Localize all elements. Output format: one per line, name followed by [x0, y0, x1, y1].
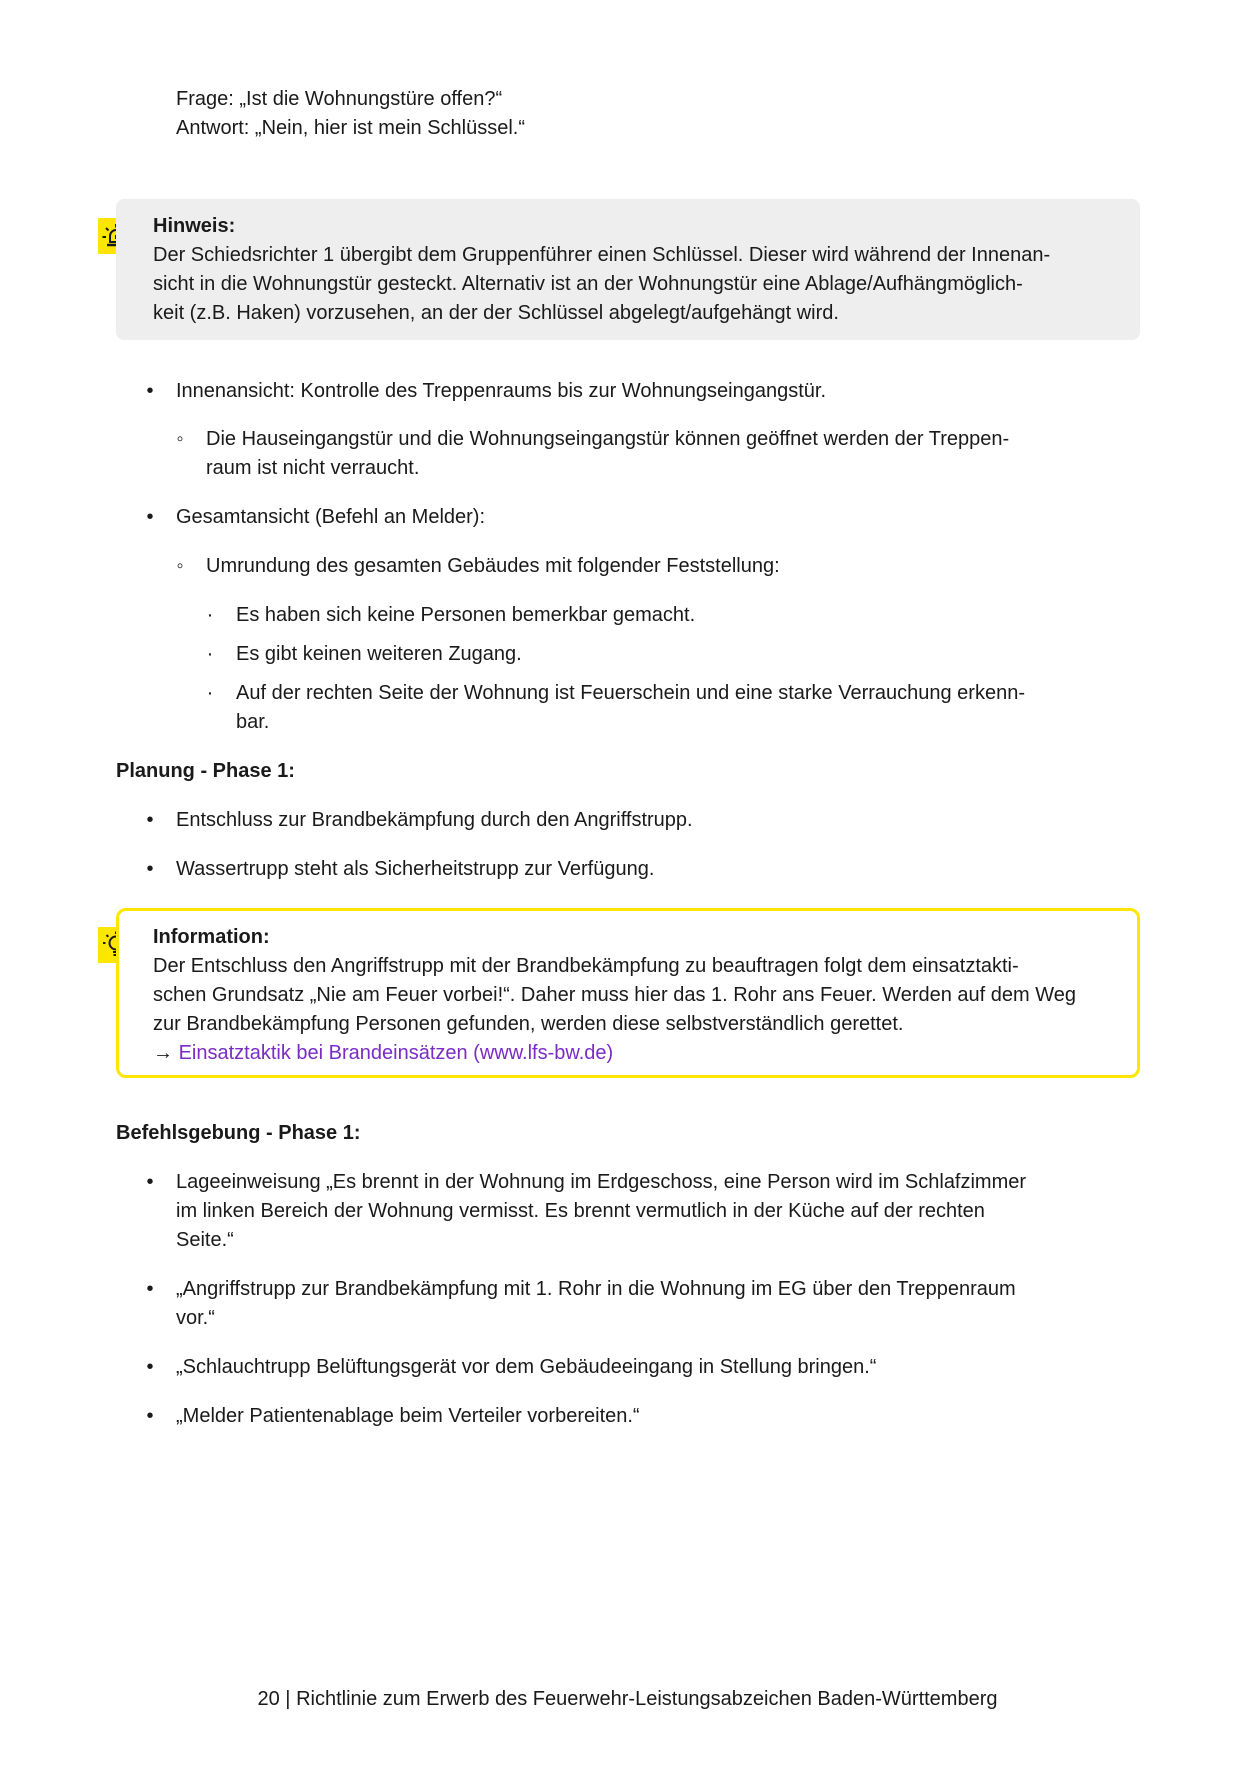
item-text-line: „Angriffstrupp zur Brandbekämpfung mit 1. Rohr in die Wohnung im EG über den Treppenraum	[176, 1278, 1016, 1300]
item-text: Es haben sich keine Personen bemerkbar gemacht.	[236, 604, 696, 626]
item-text-line: Die Hauseingangstür und die Wohnungseingangstür können geöffnet werden der Treppen-	[206, 428, 1010, 450]
reference-link-row	[153, 1039, 1117, 1068]
page-footer	[0, 1685, 1250, 1714]
arrow-right-icon: →	[153, 1042, 173, 1064]
item-text-line: im linken Bereich der Wohnung vermisst. Es brennt vermutlich in der Küche auf der rechten	[176, 1200, 985, 1222]
information-callout	[116, 908, 1140, 1078]
item-text-line: Lageeinweisung „Es brennt in der Wohnung im Erdgeschoss, eine Person wird im Schlafzimmer	[176, 1171, 1027, 1193]
item-text-line: vor.“	[176, 1307, 215, 1329]
item-text-line: raum ist nicht verraucht.	[206, 457, 420, 479]
bullet: •	[146, 380, 154, 402]
hint-callout	[116, 199, 1140, 340]
hint-line: sicht in die Wohnungstür gesteckt. Alternativ ist an der Wohnungstür eine Ablage/Aufhängmöglich-	[153, 273, 1023, 295]
item-text-line: bar.	[236, 711, 270, 733]
item-text: Entschluss zur Brandbekämpfung durch den Angriffstrupp.	[176, 809, 693, 831]
section-heading-planung: Planung - Phase 1:	[116, 760, 295, 782]
item-text-line: Auf der rechten Seite der Wohnung ist Feuerschein und eine starke Verrauchung erkenn-	[236, 682, 1025, 704]
hint-line: keit (z.B. Haken) vorzusehen, an der der Schlüssel abgelegt/aufgehängt wird.	[153, 302, 839, 324]
sub-sub-bullet: ·	[206, 643, 214, 665]
item-text: Es gibt keinen weiteren Zugang.	[236, 643, 522, 665]
item-text: Umrundung des gesamten Gebäudes mit folgender Feststellung:	[206, 555, 780, 577]
reference-link[interactable]: Einsatztaktik bei Brandeinsätzen (www.lfs-bw.de)	[178, 1042, 614, 1064]
sub-bullet: ◦	[176, 428, 184, 450]
information-title: Information:	[153, 926, 270, 948]
hint-line: Der Schiedsrichter 1 übergibt dem Gruppenführer einen Schlüssel. Dieser wird während der Innenan-	[153, 244, 1051, 266]
bullet: •	[146, 858, 154, 880]
bullet: •	[146, 1171, 154, 1193]
intro-dialogue	[176, 85, 525, 143]
intro-question: Frage: „Ist die Wohnungstüre offen?“	[176, 88, 503, 110]
hint-title: Hinweis:	[153, 215, 236, 237]
item-text-line: „Melder Patientenablage beim Verteiler vorbereiten.“	[176, 1405, 640, 1427]
sub-sub-bullet: ·	[206, 604, 214, 626]
footer-separator: |	[285, 1688, 291, 1710]
sub-bullet: ◦	[176, 555, 184, 577]
information-line: schen Grundsatz „Nie am Feuer vorbei!“. Daher muss hier das 1. Rohr ans Feuer. Werden auf dem Weg	[153, 984, 1077, 1006]
bullet: •	[146, 1356, 154, 1378]
intro-answer: Antwort: „Nein, hier ist mein Schlüssel.“	[176, 117, 526, 139]
item-text-line: Seite.“	[176, 1229, 234, 1251]
section-heading-befehlsgebung: Befehlsgebung - Phase 1:	[116, 1122, 361, 1144]
bullet: •	[146, 1405, 154, 1427]
item-text: Wassertrupp steht als Sicherheitstrupp zur Verfügung.	[176, 858, 655, 880]
item-text: Gesamtansicht (Befehl an Melder):	[176, 506, 486, 528]
bullet: •	[146, 506, 154, 528]
information-line: zur Brandbekämpfung Personen gefunden, werden diese selbstverständlich gerettet.	[153, 1013, 904, 1035]
bullet: •	[146, 1278, 154, 1300]
information-line: Der Entschluss den Angriffstrupp mit der Brandbekämpfung zu beauftragen folgt dem einsatztakti-	[153, 955, 1019, 977]
item-text: Innenansicht: Kontrolle des Treppenraums bis zur Wohnungseingangstür.	[176, 380, 827, 402]
document-title: Richtlinie zum Erwerb des Feuerwehr-Leistungsabzeichen Baden-Württemberg	[296, 1688, 998, 1710]
sub-sub-bullet: ·	[206, 682, 214, 704]
page-number: 20	[257, 1688, 280, 1710]
item-text-line: „Schlauchtrupp Belüftungsgerät vor dem Gebäudeeingang in Stellung bringen.“	[176, 1356, 877, 1378]
bullet: •	[146, 809, 154, 831]
